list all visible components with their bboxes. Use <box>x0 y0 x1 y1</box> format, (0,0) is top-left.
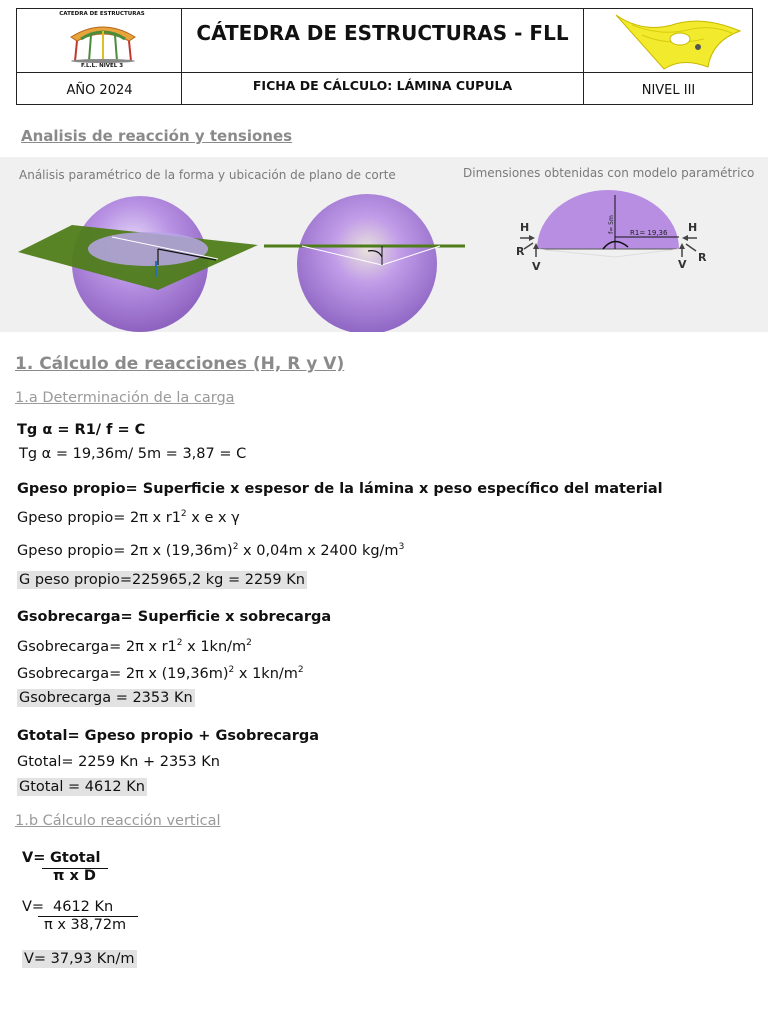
gsc-formula-1 <box>17 638 252 655</box>
subsection-title-carga: 1.a Determinación de la carga <box>15 390 235 406</box>
gsc-formula-2 <box>17 665 304 682</box>
gtotal-definition: Gtotal= Gpeso propio + Gsobrecarga <box>17 728 320 744</box>
v2-denominator: π x 38,72m <box>44 917 127 933</box>
level-label: NIVEL III <box>641 83 696 98</box>
header-table <box>16 8 753 105</box>
logo-top-text: CATEDRA DE ESTRUCTURAS <box>59 11 145 17</box>
gsc-formula-1-b: x 1kn/m <box>182 638 247 655</box>
sheet-subtitle: FICHA DE CÁLCULO: LÁMINA CUPULA <box>252 78 513 93</box>
logo-bottom-text: F.L.L. NIVEL 3 <box>80 63 124 69</box>
v-numerator: Gtotal <box>50 850 101 866</box>
gpp-formula-2 <box>17 542 404 559</box>
force-v-left: V <box>532 260 541 273</box>
logo-structure-icon <box>67 17 139 63</box>
v-lhs: V= <box>22 850 46 866</box>
gpp-formula-2-a: Gpeso propio= 2π x (19,36m) <box>17 542 233 559</box>
v-result-text: V= 37,93 Kn/m <box>24 951 135 967</box>
force-v-right: V <box>678 258 687 271</box>
gtotal-formula: Gtotal= 2259 Kn + 2353 Kn <box>17 754 220 770</box>
height-label: f= 5m <box>607 215 615 234</box>
gsc-definition: Gsobrecarga= Superficie x sobrecarga <box>17 609 332 625</box>
header-divider <box>17 72 752 73</box>
v2-lhs: V= <box>22 899 45 915</box>
gtotal-result <box>17 779 147 795</box>
section-title-analisis: Analisis de reacción y tensiones <box>21 127 293 145</box>
exponent: 2 <box>246 638 252 648</box>
gpp-formula-1-a: Gpeso propio= 2π x r1 <box>17 509 181 526</box>
force-h-left: H <box>520 221 530 234</box>
gpp-formula-1 <box>17 509 240 526</box>
gsc-formula-1-a: Gsobrecarga= 2π x r1 <box>17 638 177 655</box>
gpp-result-text: G peso propio=225965,2 kg = 2259 Kn <box>19 572 305 588</box>
exponent: 2 <box>176 638 183 648</box>
gpp-formula-2-b: x 0,04m x 2400 kg/m <box>238 542 399 559</box>
gpp-formula-1-b: x e x γ <box>186 509 240 526</box>
figure-caption-left: Análisis paramétrico de la forma y ubicación de plano de corte <box>19 168 396 182</box>
section-title-reacciones: 1. Cálculo de reacciones (H, R y V) <box>15 354 345 374</box>
subsection-title-vertical: 1.b Cálculo reacción vertical <box>15 813 221 829</box>
v-result <box>22 951 137 967</box>
page-title: CÁTEDRA DE ESTRUCTURAS - FLL <box>196 21 569 45</box>
gtotal-result-text: Gtotal = 4612 Kn <box>19 779 145 795</box>
gsc-formula-2-a: Gsobrecarga= 2π x (19,36m) <box>17 665 229 682</box>
year-label: AÑO 2024 <box>66 83 133 98</box>
radius-label: R1= 19,36 <box>630 229 668 237</box>
force-h-right: H <box>688 221 698 234</box>
gsc-result <box>17 690 195 706</box>
shell-model-image <box>612 11 744 71</box>
exponent: 3 <box>398 542 405 552</box>
figure-band <box>0 157 768 332</box>
gsc-formula-2-b: x 1kn/m <box>234 665 298 682</box>
dome-analysis-figures <box>0 157 768 332</box>
gpp-definition: Gpeso propio= Superficie x espesor de la lámina x peso específico del material <box>17 481 663 497</box>
catedra-logo <box>37 11 167 71</box>
v-denominator: π x D <box>53 868 96 884</box>
exponent: 2 <box>228 665 235 675</box>
exponent: 2 <box>232 542 239 552</box>
sphere-right <box>297 194 437 332</box>
force-r-left: R <box>516 245 525 258</box>
tg-formula: Tg α = R1/ f = C <box>17 422 146 438</box>
v2-numerator: 4612 Kn <box>53 899 114 915</box>
exponent: 2 <box>297 665 304 675</box>
force-r-right: R <box>698 251 707 264</box>
exponent: 2 <box>180 509 187 519</box>
figure-caption-right: Dimensiones obtenidas con modelo paramétrico <box>463 166 755 180</box>
tg-value: Tg α = 19,36m/ 5m = 3,87 = C <box>19 446 247 462</box>
gpp-result <box>17 572 307 588</box>
gsc-result-text: Gsobrecarga = 2353 Kn <box>19 690 193 706</box>
